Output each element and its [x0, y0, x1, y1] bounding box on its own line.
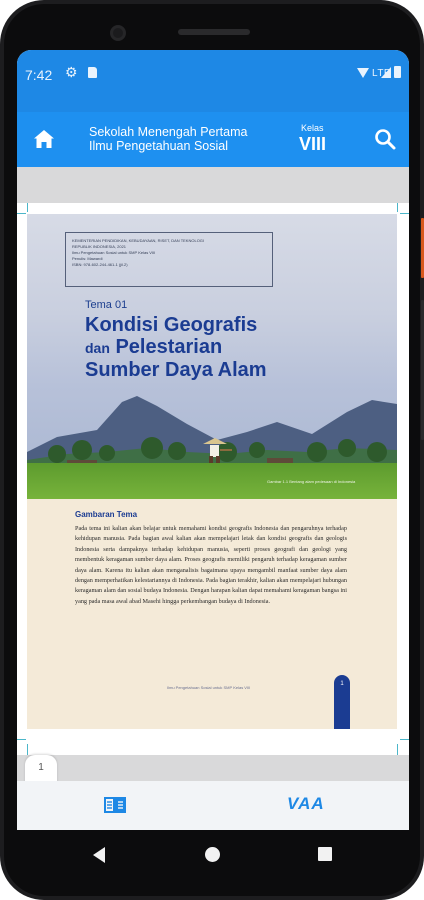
speaker-grille	[178, 29, 250, 35]
crop-mark	[400, 213, 409, 214]
page-number: 1	[334, 675, 350, 729]
kelas-label: Kelas	[301, 123, 324, 133]
meta-line: REPUBLIK INDONESIA, 2021	[72, 244, 127, 249]
chapter-title	[85, 314, 267, 381]
table-of-contents-button[interactable]	[103, 795, 127, 815]
photo-caption: Gambar 1.1 Bentang alam pedesaan di Indonesia	[267, 479, 356, 484]
book-reader[interactable]	[17, 167, 409, 781]
title-pelestarian: Pelestarian	[115, 336, 223, 358]
crop-mark	[17, 213, 26, 214]
status-time: 7:42	[25, 67, 53, 83]
book-icon	[103, 795, 127, 815]
crop-mark	[27, 744, 28, 755]
signal-icon	[381, 67, 391, 78]
meta-line: Penulis: Mawardi	[72, 256, 103, 261]
title-line-1: Kondisi Geografis	[85, 314, 258, 336]
search-button[interactable]	[373, 127, 397, 151]
back-icon[interactable]	[93, 847, 105, 863]
home-nav-icon[interactable]	[205, 847, 220, 862]
wifi-icon	[357, 68, 369, 78]
tema-label: Tema 01	[85, 299, 128, 311]
network-type: LTE	[372, 68, 392, 79]
title-dan: dan	[85, 340, 110, 356]
crop-mark	[397, 744, 398, 755]
publication-info	[65, 232, 273, 287]
crop-mark	[397, 203, 398, 212]
crop-mark	[27, 203, 28, 212]
crop-mark	[400, 739, 409, 740]
front-camera	[110, 25, 126, 41]
home-icon	[31, 126, 57, 152]
kelas-value: VIII	[299, 134, 327, 154]
battery-icon	[394, 66, 401, 78]
home-button[interactable]	[31, 126, 57, 152]
app-bar	[17, 112, 409, 167]
book-page	[27, 214, 397, 729]
gear-icon: ⚙	[65, 64, 78, 80]
meta-line: Ilmu Pengetahuan Sosial untuk SMP Kelas VIII	[72, 250, 156, 255]
title-line-2	[85, 336, 267, 359]
title-line-3: Sumber Daya Alam	[85, 359, 267, 381]
chapter-overview	[27, 499, 397, 729]
sd-card-icon	[88, 67, 97, 78]
screen	[17, 50, 409, 830]
section-heading: Gambaran Tema	[75, 510, 138, 519]
search-icon	[373, 127, 397, 151]
meta-line: KEMENTERIAN PENDIDIKAN, KEBUDAYAAN, RISET, DAN TEKNOLOGI	[72, 238, 205, 243]
system-nav-bar	[17, 830, 409, 880]
meta-line: ISBN: 978-602-244-461-1 (jil.2)	[72, 262, 128, 267]
page-footer: Ilmu Pengetahuan Sosial untuk SMP Kelas VIII	[167, 685, 251, 690]
crop-mark	[17, 739, 26, 740]
subject-name: Ilmu Pengetahuan Sosial	[89, 139, 228, 153]
page-indicator-tab[interactable]: 1	[25, 755, 57, 785]
school-level: Sekolah Menengah Pertama	[89, 125, 248, 139]
reader-top-margin	[17, 167, 409, 203]
reader-bottom-margin	[17, 755, 409, 781]
vaa-button[interactable]: VAA	[287, 794, 325, 813]
subject-title	[89, 125, 247, 153]
recents-icon[interactable]	[318, 847, 332, 861]
status-bar	[17, 50, 409, 112]
bottom-bar	[17, 781, 409, 830]
body-paragraph: Pada tema ini kalian akan belajar untuk memahami kondisi geografis Indonesia dan pengaruhnya terhadap kehidupan manusia. Pada bagian awal kalian akan mempelajari letak dan kondisi geografis dan geologis Indonesia serta dampaknya terhadap kehidupan manusia, seperti proses geografi dan geologi yang membentuk keragaman sumber daya alam. Proses geografis memiliki pengaruh terhadap keragaman sumber daya alam. Karena itu kalian akan menganalisis bagaimana upaya mengambil manfaat sumber daya alam dengan memperhatikan kelestariannya di Indonesia. Pada bagian terakhir, kalian akan mempelajari hubungan keragaman alam dan sosial budaya Indonesia. Dengan harapan kalian dapat memahami keragaman bangsa ini yang pada masa awal abad Masehi hingga perkembangan budaya di Indonesia.	[75, 525, 347, 605]
